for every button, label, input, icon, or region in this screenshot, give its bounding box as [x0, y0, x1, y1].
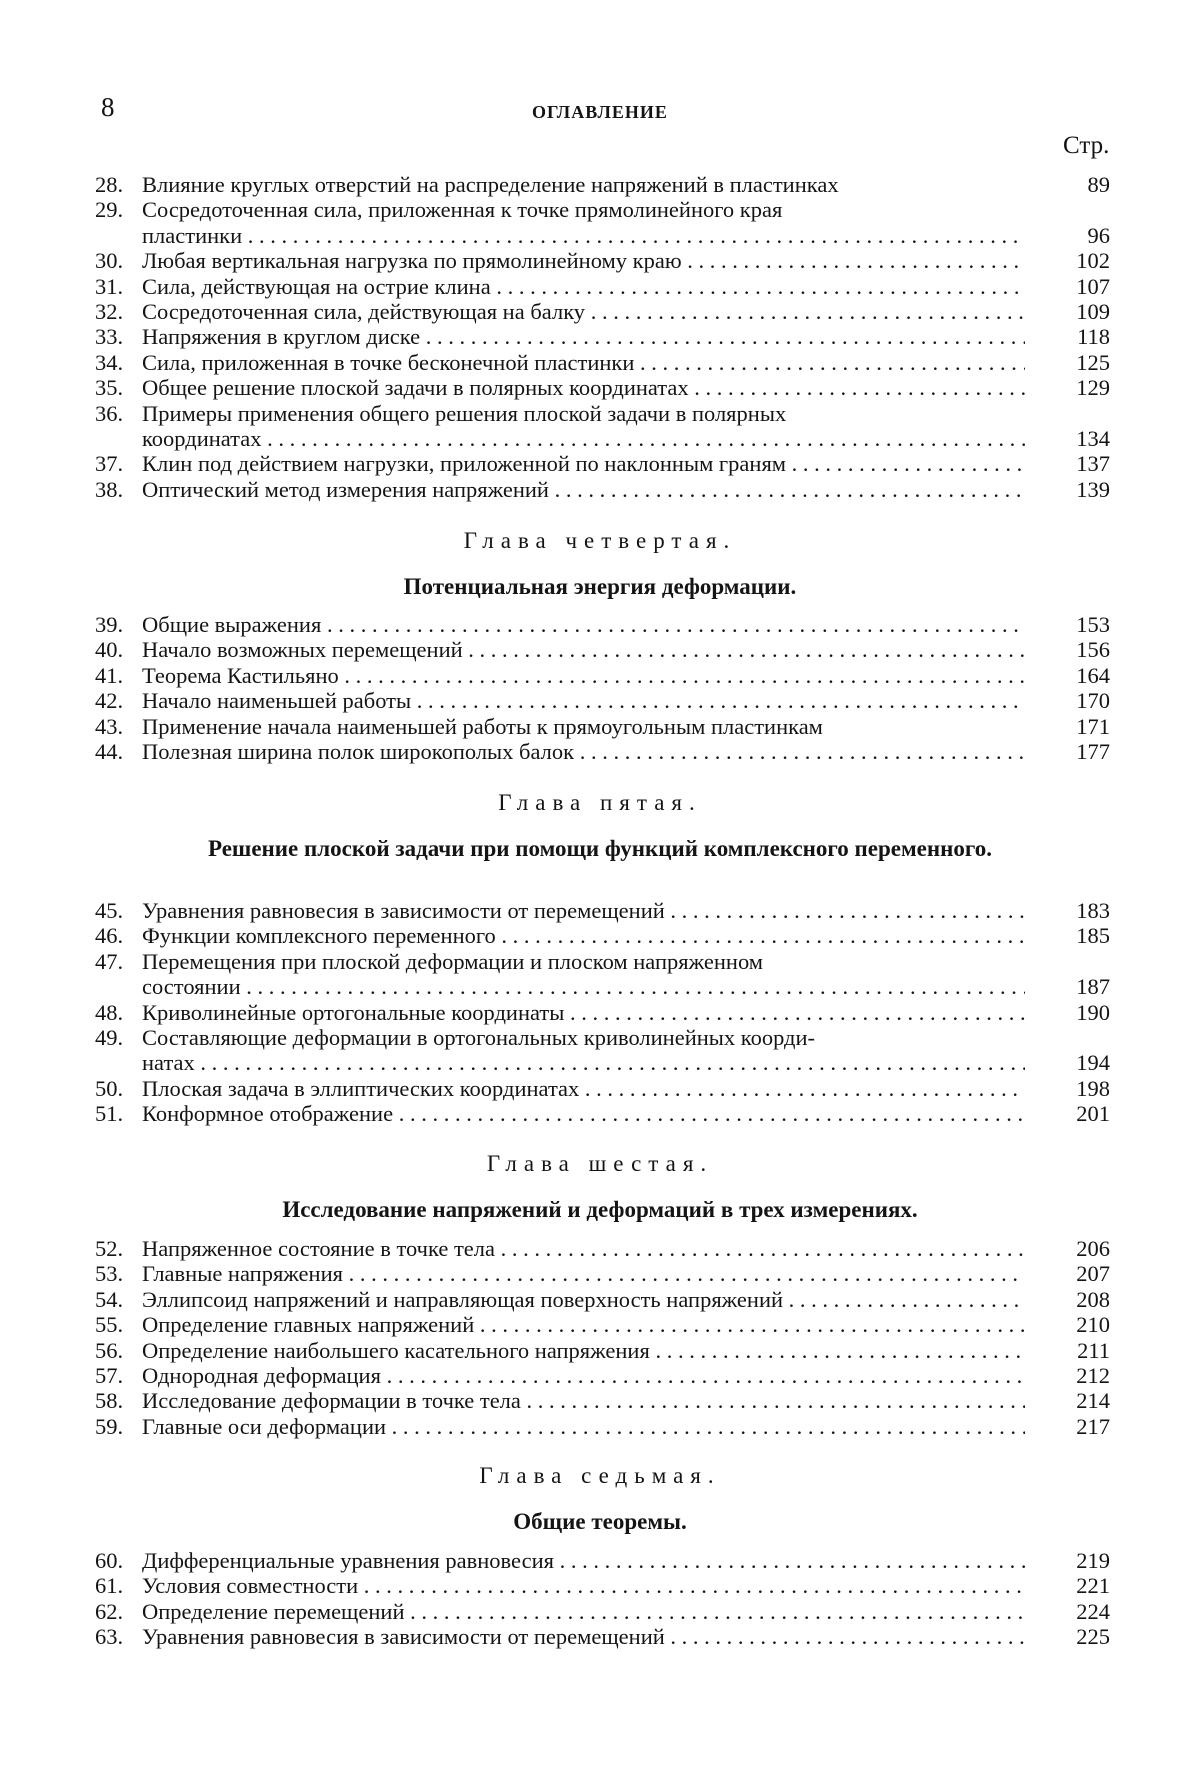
chapter-title: Решение плоской задачи при помощи функций комплексного переменного.: [207, 836, 993, 861]
toc-entry: 35. Общее решение плоской задачи в полярных координатах . . . 129: [95, 375, 1110, 400]
toc-section-2: [95, 898, 1110, 1127]
toc-entry: 63. Уравнения равновесия в зависимости от перемещений . . . 225: [95, 1624, 1110, 1649]
toc-entry: 49. Составляющие деформации в ортогональных криволинейных коорди-: [95, 1024, 816, 1050]
toc-entry: 28. Влияние круглых отверстий на распределение напряжений в пластинках 89: [95, 172, 1110, 197]
toc-section-0: [95, 172, 1110, 502]
page-number: 8: [101, 92, 115, 122]
chapter-heading: Глава шестая.: [486, 1151, 714, 1176]
toc-entry: 58. Исследование деформации в точке тела . . . 214: [95, 1388, 1110, 1413]
toc-entry: 51. Конформное отображение . . . 201: [95, 1101, 1110, 1126]
chapter-title: Исследование напряжений и деформаций в трех измерениях.: [282, 1197, 918, 1222]
toc-entry: 60. Дифференциальные уравнения равновесия . . . 219: [95, 1548, 1110, 1573]
chapter-heading: Глава пятая.: [498, 790, 702, 815]
toc-entry: 42. Начало наименьшей работы . . . 170: [95, 688, 1110, 713]
toc-entry-continuation: состоянии . . . 187: [95, 974, 1110, 999]
toc-entry: 32. Сосредоточенная сила, действующая на балку . . . 109: [95, 299, 1110, 324]
toc-entry: 46. Функции комплексного переменного . . . 185: [95, 923, 1110, 948]
toc-entry: 62. Определение перемещений . . . 224: [95, 1599, 1110, 1624]
toc-entry: 45. Уравнения равновесия в зависимости от перемещений . . . 183: [95, 898, 1110, 923]
toc-entry: 55. Определение главных напряжений . . . 210: [95, 1312, 1110, 1337]
toc-entry: 39. Общие выражения . . . 153: [95, 612, 1110, 637]
toc-entry-continuation: натах . . . 194: [95, 1050, 1110, 1075]
toc-entry: 44. Полезная ширина полок широкополых балок . . . 177: [95, 739, 1110, 764]
pages-column-label: Стр.: [1063, 132, 1110, 159]
toc-entry: 31. Сила, действующая на острие клина . . . 107: [95, 274, 1110, 299]
toc-entry: 40. Начало возможных перемещений . . . 156: [95, 637, 1110, 662]
toc-entry: 29. Сосредоточенная сила, приложенная к точке прямолинейного края: [95, 197, 783, 223]
toc-entry: 57. Однородная деформация . . . 212: [95, 1363, 1110, 1388]
toc-entry: 43. Применение начала наименьшей работы к прямоугольным пластинкам 171: [95, 713, 1110, 739]
toc-entry: 50. Плоская задача в эллиптических координатах . . . 198: [95, 1076, 1110, 1101]
chapter-title: Потенциальная энергия деформации.: [403, 574, 797, 599]
toc-entry: 52. Напряженное состояние в точке тела . . . 206: [95, 1236, 1110, 1261]
toc-entry: 59. Главные оси деформации . . . 217: [95, 1414, 1110, 1439]
toc-entry: 38. Оптический метод измерения напряжений . . . 139: [95, 477, 1110, 502]
chapter-heading: Глава седьмая.: [479, 1463, 721, 1488]
toc-section-1: [95, 612, 1110, 764]
toc-entry: 61. Условия совместности . . . 221: [95, 1573, 1110, 1598]
toc-entry: 30. Любая вертикальная нагрузка по прямолинейному краю . . . 102: [95, 248, 1110, 273]
toc-entry: 36. Примеры применения общего решения плоской задачи в полярных: [95, 400, 787, 426]
toc-entry: 54. Эллипсоид напряжений и направляющая поверхность напряжений . . . 208: [95, 1287, 1110, 1312]
chapter-heading: Глава четвертая.: [463, 528, 737, 553]
toc-entry-continuation: пластинки . . . 96: [95, 223, 1110, 248]
toc-entry: 34. Сила, приложенная в точке бесконечной пластинки . . . 125: [95, 350, 1110, 375]
toc-entry: 56. Определение наибольшего касательного напряжения . . . 211: [95, 1338, 1110, 1363]
toc-section-3: [95, 1236, 1110, 1439]
toc-entry: 48. Криволинейные ортогональные координаты . . . 190: [95, 1000, 1110, 1025]
chapter-title: Общие теоремы.: [513, 1509, 687, 1534]
toc-entry: 53. Главные напряжения . . . 207: [95, 1261, 1110, 1286]
toc-entry-continuation: координатах . . . 134: [95, 426, 1110, 451]
toc-entry: 47. Перемещения при плоской деформации и плоском напряженном: [95, 948, 764, 974]
toc-section-4: [95, 1548, 1110, 1650]
toc-entry: 37. Клин под действием нагрузки, приложенной по наклонным граням . . . 137: [95, 451, 1110, 476]
toc-entry: 41. Теорема Кастильяно . . . 164: [95, 663, 1110, 688]
toc-entry: 33. Напряжения в круглом диске . . . 118: [95, 324, 1110, 349]
running-title: ОГЛАВЛЕНИЕ: [532, 102, 668, 122]
